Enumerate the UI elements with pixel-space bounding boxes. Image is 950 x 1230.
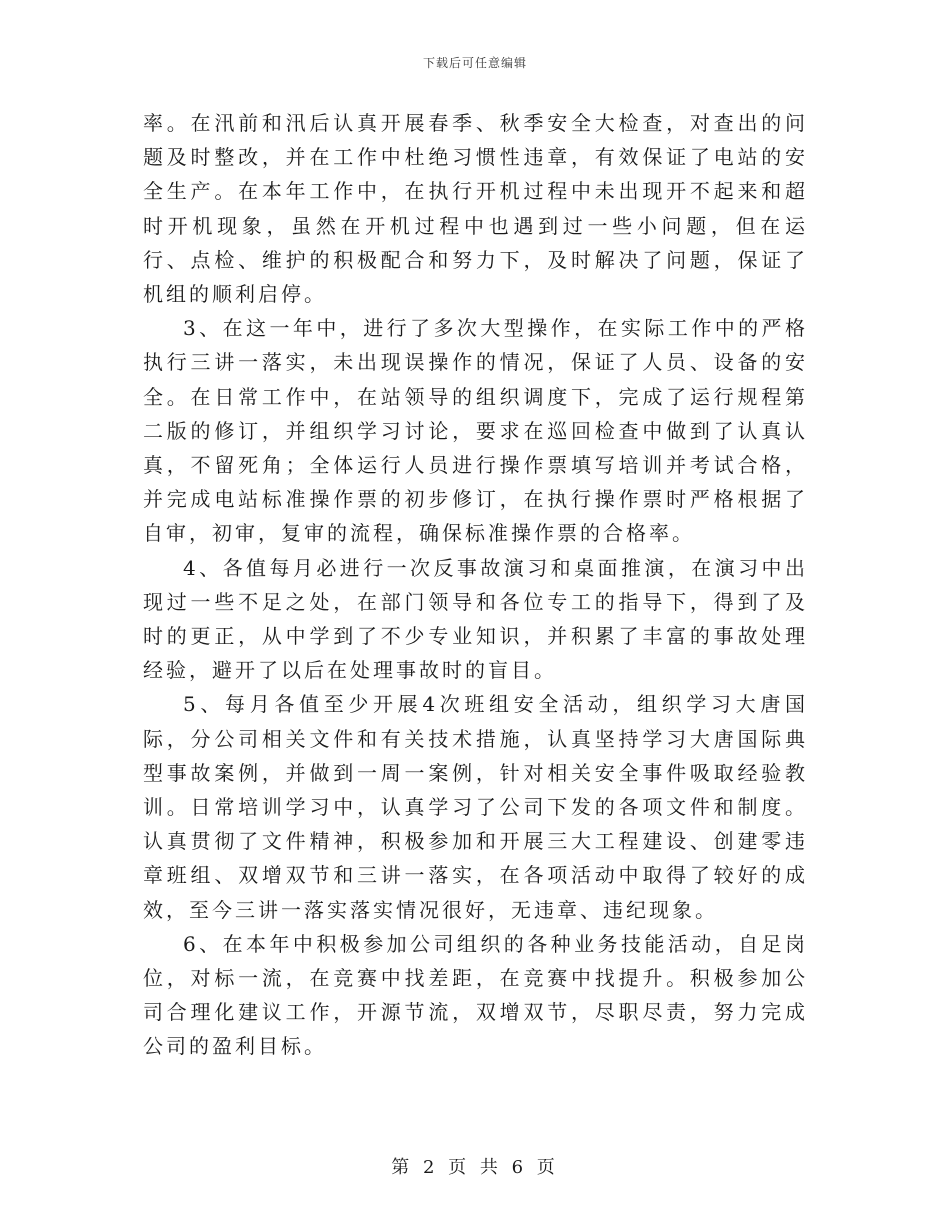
paragraph-item-3: 3、在这一年中，进行了多次大型操作，在实际工作中的严格执行三讲一落实，未出现误操作的情况，保证了人员、设备的安全。在日常工作中，在站领导的组织调度下，完成了运行规程第二版的修订，并组织学习讨论，要求在巡回检查中做到了认真认真，不留死角；全体运行人员进行操作票填写培训并考试合格，并完成电站标准操作票的初步修订，在执行操作票时严格根据了自审，初审，复审的流程，确保标准操作票的合格率。 (143, 316, 808, 546)
paragraph-item-5: 5、每月各值至少开展4次班组安全活动，组织学习大唐国际，分公司相关文件和有关技术措施，认真坚持学习大唐国际典型事故案例，并做到一周一案例，针对相关安全事件吸取经验教训。日常培训学习中，认真学习了公司下发的各项文件和制度。认真贯彻了文件精神，积极参加和开展三大工程建设、创建零违章班组、双增双节和三讲一落实，在各项活动中取得了较好的成效，至今三讲一落实落实情况很好，无违章、违纪现象。 (143, 692, 808, 922)
paragraph-item-4: 4、各值每月必进行一次反事故演习和桌面推演，在演习中出现过一些不足之处，在部门领导和各位专工的指导下，得到了及时的更正，从中学到了不少专业知识，并积累了丰富的事故处理经验，避开了以后在处理事故时的盲目。 (143, 555, 808, 683)
page-number-footer: 第 2 页 共 6 页 (391, 1157, 559, 1178)
paragraph-item-6: 6、在本年中积极参加公司组织的各种业务技能活动，自足岗位，对标一流，在竞赛中找差距，在竞赛中找提升。积极参加公司合理化建议工作，开源节流，双增双节，尽职尽责，努力完成公司的盈利目标。 (143, 931, 808, 1059)
paragraph-continuation: 率。在汛前和汛后认真开展春季、秋季安全大检查，对查出的问题及时整改，并在工作中杜绝习惯性违章，有效保证了电站的安全生产。在本年工作中，在执行开机过程中未出现开不起来和超时开机现象，虽然在开机过程中也遇到过一些小问题，但在运行、点检、维护的积极配合和努力下，及时解决了问题，保证了机组的顺利启停。 (143, 111, 808, 307)
document-body (143, 106, 808, 1064)
page-header-note: 下载后可任意编辑 (422, 56, 527, 70)
